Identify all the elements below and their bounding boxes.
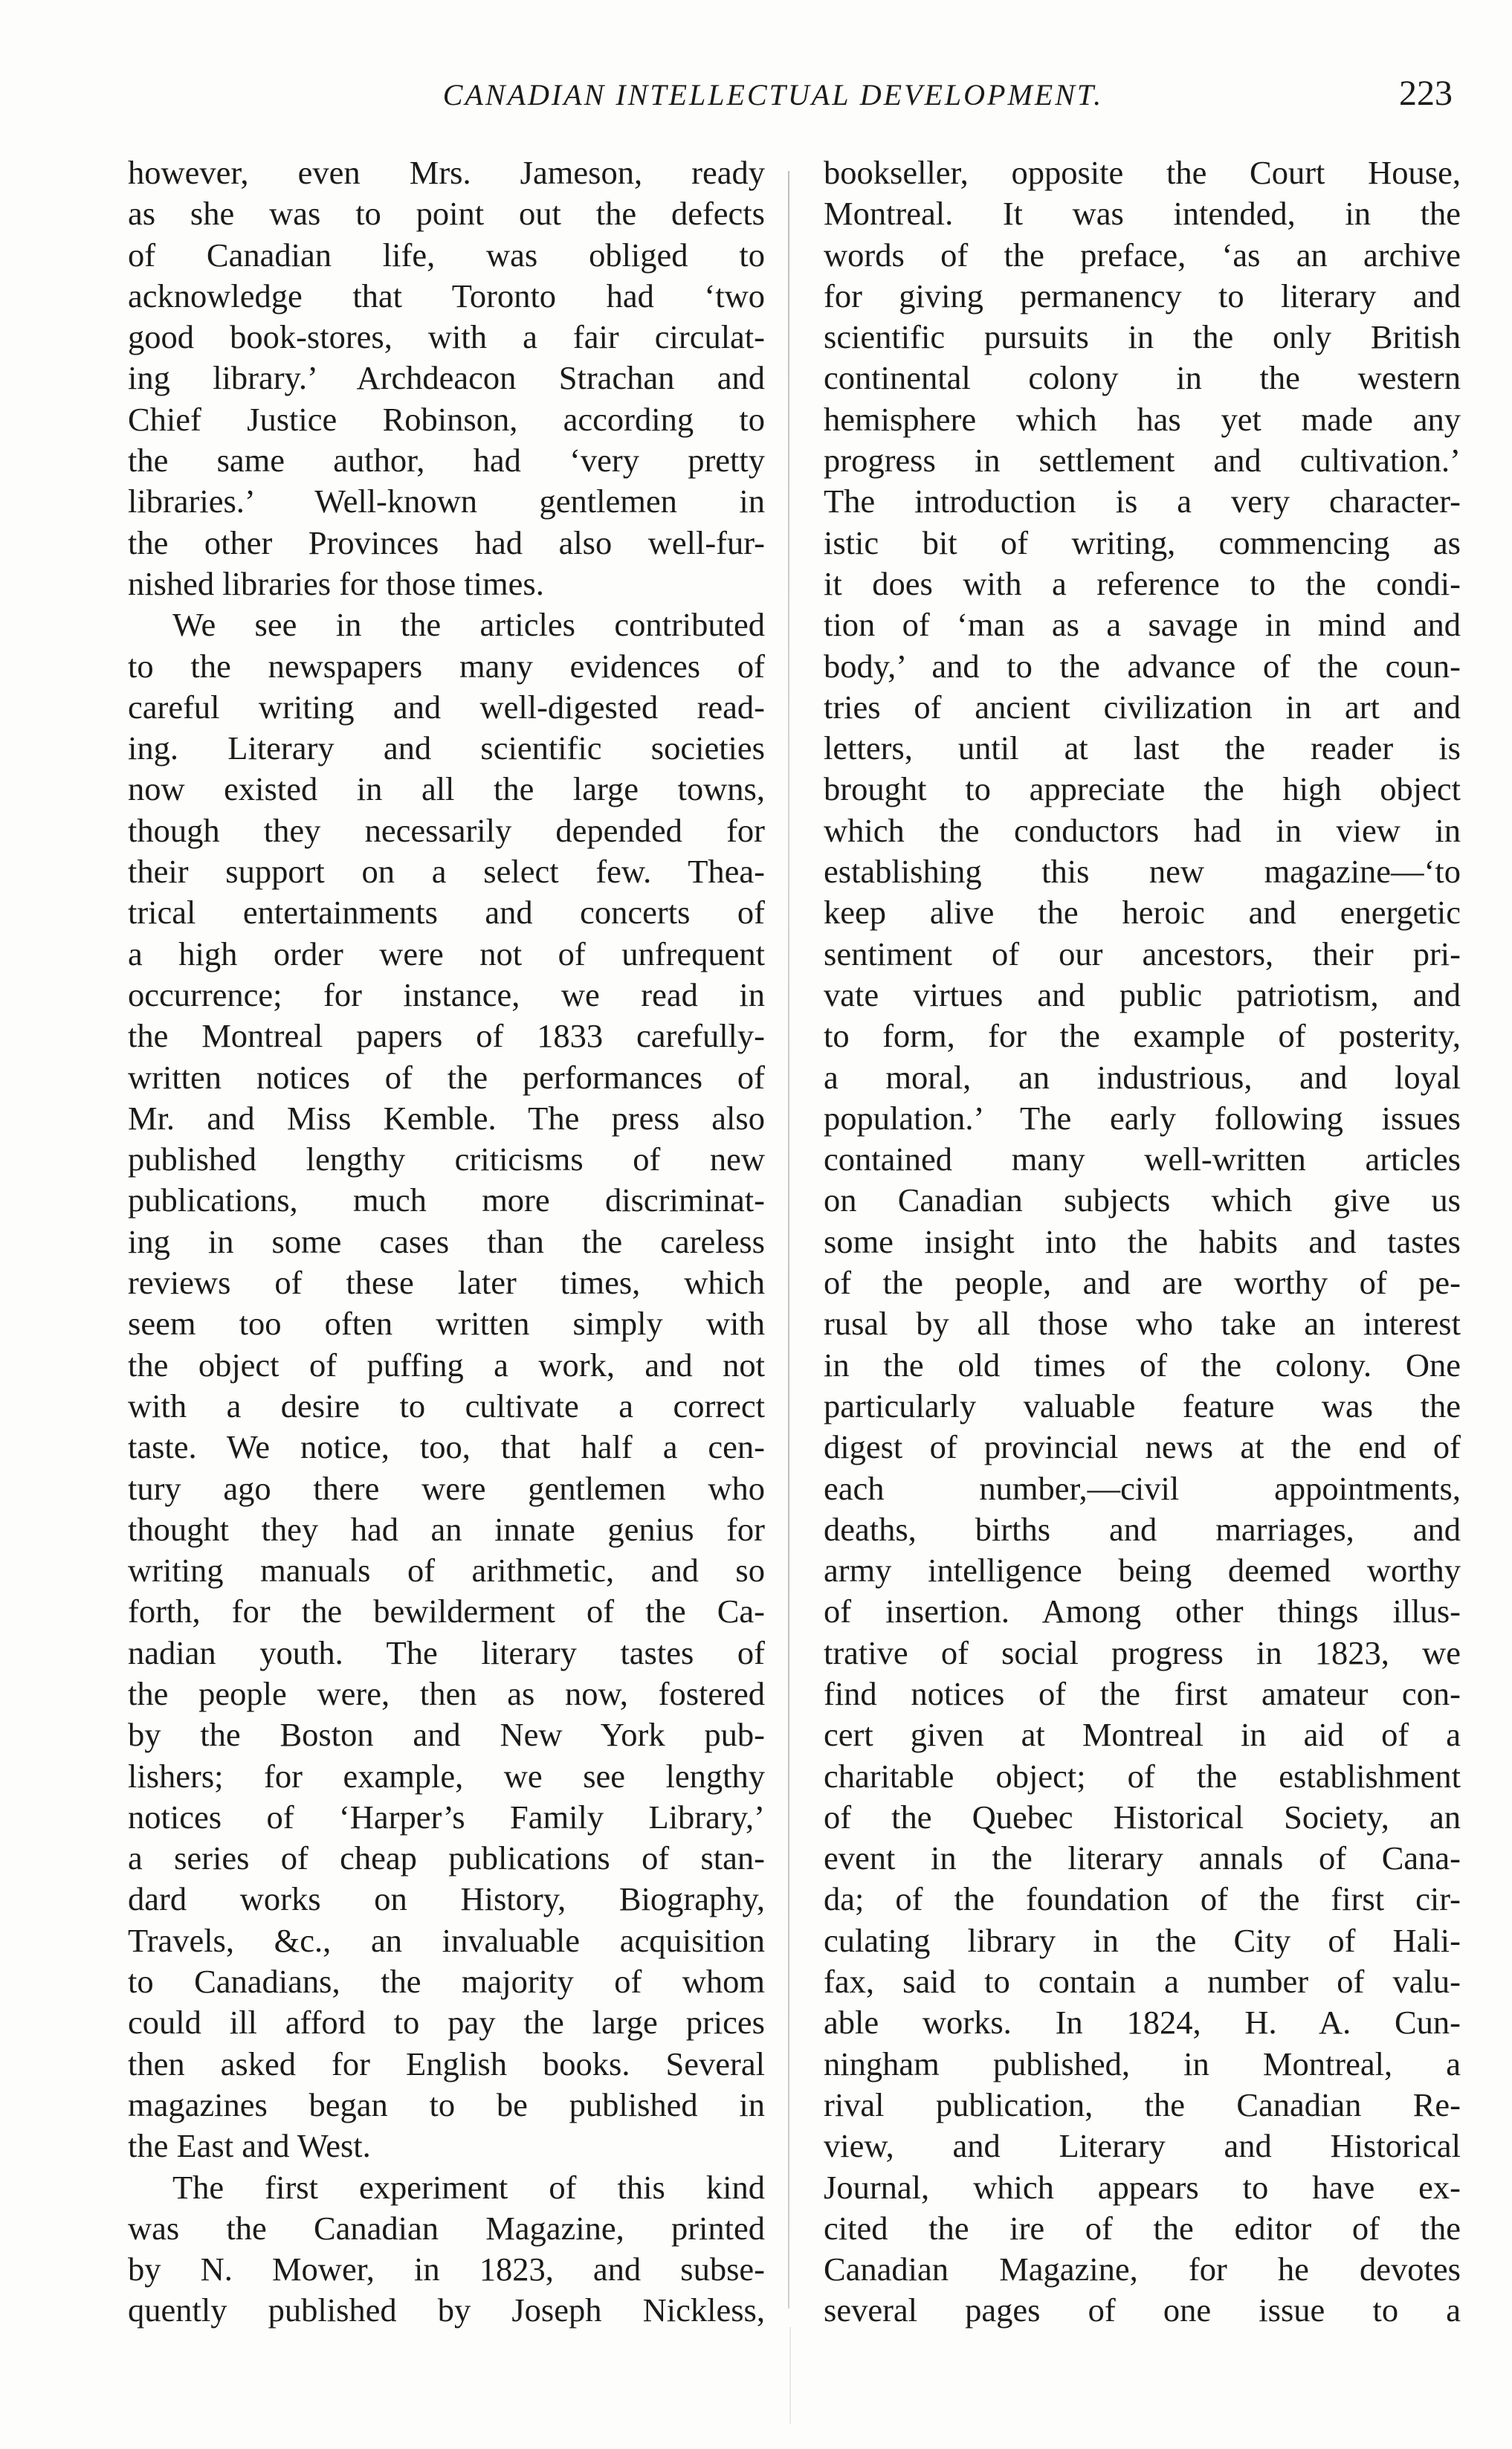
text-line: forth, for the bewilderment of the Ca-: [128, 1593, 765, 1630]
text-line: sentiment of our ancestors, their pri-: [824, 935, 1461, 972]
text-line: lishers; for example, we see lengthy: [128, 1757, 765, 1795]
text-line: ing. Literary and scientific societies: [128, 729, 765, 767]
text-line: tury ago there were gentlemen who: [128, 1469, 765, 1507]
text-line: now existed in all the large towns,: [128, 770, 765, 808]
text-line: a series of cheap publications of stan-: [128, 1839, 765, 1877]
text-line: of Canadian life, was obliged to: [128, 236, 765, 274]
left-column: [128, 152, 765, 2332]
column-divider-tail: [789, 2327, 791, 2424]
text-line: Travels, &c., an invaluable acquisition: [128, 1921, 765, 1959]
text-line: a high order were not of unfrequent: [128, 935, 765, 972]
text-line: which the conductors had in view in: [824, 811, 1461, 849]
text-line: charitable object; of the establishment: [824, 1757, 1461, 1795]
text-line: good book-stores, with a fair circulat-: [128, 318, 765, 356]
paragraph-continued: [824, 152, 1461, 2332]
running-head: CANADIAN INTELLECTUAL DEVELOPMENT.: [442, 78, 1104, 112]
text-line: several pages of one issue to a: [824, 2291, 1461, 2329]
text-line: bookseller, opposite the Court House,: [824, 154, 1461, 191]
text-line: army intelligence being deemed worthy: [824, 1552, 1461, 1590]
text-line: scientific pursuits in the only British: [824, 318, 1461, 356]
text-line: by the Boston and New York pub-: [128, 1716, 765, 1754]
text-line: brought to appreciate the high object: [824, 770, 1461, 808]
text-line: seem too often written simply with: [128, 1305, 765, 1343]
text-line: We see in the articles contributed: [172, 606, 765, 644]
text-line: could ill afford to pay the large prices: [128, 2004, 765, 2042]
text-line: nished libraries for those times.: [128, 564, 544, 602]
text-line: tries of ancient civilization in art and: [824, 688, 1461, 726]
text-line: occurrence; for instance, we read in: [128, 975, 765, 1013]
text-line: population.’ The early following issues: [824, 1099, 1461, 1137]
text-line: acknowledge that Toronto had ‘two: [128, 277, 765, 314]
text-line: ningham published, in Montreal, a: [824, 2045, 1461, 2082]
text-line: the East and West.: [128, 2127, 371, 2165]
text-line: the same author, had ‘very pretty: [128, 442, 765, 480]
text-line: The introduction is a very character-: [824, 483, 1461, 520]
text-line: trical entertainments and concerts of: [128, 894, 765, 932]
text-line: vate virtues and public patriotism, and: [824, 975, 1461, 1013]
text-line: to form, for the example of posterity,: [824, 1017, 1461, 1055]
text-line: it does with a reference to the condi-: [824, 564, 1461, 602]
text-line: contained many well-written articles: [824, 1140, 1461, 1178]
text-line: magazines began to be published in: [128, 2085, 765, 2123]
text-line: to Canadians, the majority of whom: [128, 1963, 765, 2001]
paragraph-1: [128, 152, 765, 604]
text-line: with a desire to cultivate a correct: [128, 1387, 765, 1424]
text-line: Montreal. It was intended, in the: [824, 195, 1461, 233]
paragraph-2: [128, 604, 765, 2166]
text-line: tion of ‘man as a savage in mind and: [824, 606, 1461, 644]
text-line: culating library in the City of Hali-: [824, 1921, 1461, 1959]
text-line: for giving permanency to literary and: [824, 277, 1461, 314]
text-line: cited the ire of the editor of the: [824, 2209, 1461, 2247]
text-line: taste. We notice, too, that half a cen-: [128, 1428, 765, 1466]
text-line: written notices of the performances of: [128, 1058, 765, 1096]
text-line: nadian youth. The literary tastes of: [128, 1633, 765, 1671]
text-line: find notices of the first amateur con-: [824, 1674, 1461, 1712]
text-line: reviews of these later times, which: [128, 1264, 765, 1302]
column-divider: [788, 171, 789, 2308]
text-line: to the newspapers many evidences of: [128, 647, 765, 685]
text-line: of the people, and are worthy of pe-: [824, 1264, 1461, 1302]
text-line: trative of social progress in 1823, we: [824, 1633, 1461, 1671]
text-line: The first experiment of this kind: [172, 2168, 765, 2206]
text-line: the object of puffing a work, and not: [128, 1346, 765, 1384]
text-line: however, even Mrs. Jameson, ready: [128, 154, 765, 191]
text-line: by N. Mower, in 1823, and subse-: [128, 2250, 765, 2288]
text-line: Mr. and Miss Kemble. The press also: [128, 1099, 765, 1137]
text-line: fax, said to contain a number of valu-: [824, 1963, 1461, 2001]
text-line: view, and Literary and Historical: [824, 2127, 1461, 2165]
text-line: some insight into the habits and tastes: [824, 1222, 1461, 1260]
text-line: notices of ‘Harper’s Family Library,’: [128, 1798, 765, 1836]
text-line: of the Quebec Historical Society, an: [824, 1798, 1461, 1836]
text-line: deaths, births and marriages, and: [824, 1510, 1461, 1548]
text-line: rusal by all those who take an interest: [824, 1305, 1461, 1343]
text-line: body,’ and to the advance of the coun-: [824, 647, 1461, 685]
text-line: establishing this new magazine—‘to: [824, 853, 1461, 891]
text-line: publications, much more discriminat-: [128, 1181, 765, 1219]
text-line: on Canadian subjects which give us: [824, 1181, 1461, 1219]
text-line: continental colony in the western: [824, 359, 1461, 397]
text-line: thought they had an innate genius for: [128, 1510, 765, 1548]
text-line: published lengthy criticisms of new: [128, 1140, 765, 1178]
text-line: the Montreal papers of 1833 carefully-: [128, 1017, 765, 1055]
text-line: Canadian Magazine, for he devotes: [824, 2250, 1461, 2288]
text-line: Chief Justice Robinson, according to: [128, 400, 765, 438]
text-line: writing manuals of arithmetic, and so: [128, 1552, 765, 1590]
text-line: was the Canadian Magazine, printed: [128, 2209, 765, 2247]
text-line: though they necessarily depended for: [128, 811, 765, 849]
text-line: istic bit of writing, commencing as: [824, 523, 1461, 561]
text-line: careful writing and well-digested read-: [128, 688, 765, 726]
text-line: as she was to point out the defects: [128, 195, 765, 233]
text-line: rival publication, the Canadian Re-: [824, 2085, 1461, 2123]
text-line: Journal, which appears to have ex-: [824, 2168, 1461, 2206]
text-line: able works. In 1824, H. A. Cun-: [824, 2004, 1461, 2042]
text-line: a moral, an industrious, and loyal: [824, 1058, 1461, 1096]
text-line: each number,—civil appointments,: [824, 1469, 1461, 1507]
text-line: the other Provinces had also well-fur-: [128, 523, 765, 561]
right-column: [824, 152, 1461, 2332]
text-line: then asked for English books. Several: [128, 2045, 765, 2082]
text-line: words of the preface, ‘as an archive: [824, 236, 1461, 274]
text-line: ing in some cases than the careless: [128, 1222, 765, 1260]
text-line: libraries.’ Well-known gentlemen in: [128, 483, 765, 520]
text-line: dard works on History, Biography,: [128, 1880, 765, 1918]
text-line: keep alive the heroic and energetic: [824, 894, 1461, 932]
text-line: hemisphere which has yet made any: [824, 400, 1461, 438]
text-line: their support on a select few. Thea-: [128, 853, 765, 891]
text-line: progress in settlement and cultivation.’: [824, 442, 1461, 480]
text-line: quently published by Joseph Nickless,: [128, 2291, 765, 2329]
text-line: in the old times of the colony. One: [824, 1346, 1461, 1384]
text-line: letters, until at last the reader is: [824, 729, 1461, 767]
text-line: cert given at Montreal in aid of a: [824, 1716, 1461, 1754]
page-number: 223: [1399, 74, 1453, 113]
text-line: ing library.’ Archdeacon Strachan and: [128, 359, 765, 397]
text-line: particularly valuable feature was the: [824, 1387, 1461, 1424]
text-line: da; of the foundation of the first cir-: [824, 1880, 1461, 1918]
text-line: of insertion. Among other things illus-: [824, 1593, 1461, 1630]
text-line: the people were, then as now, fostered: [128, 1674, 765, 1712]
text-line: event in the literary annals of Cana-: [824, 1839, 1461, 1877]
paragraph-3: [128, 2167, 765, 2332]
text-line: digest of provincial news at the end of: [824, 1428, 1461, 1466]
